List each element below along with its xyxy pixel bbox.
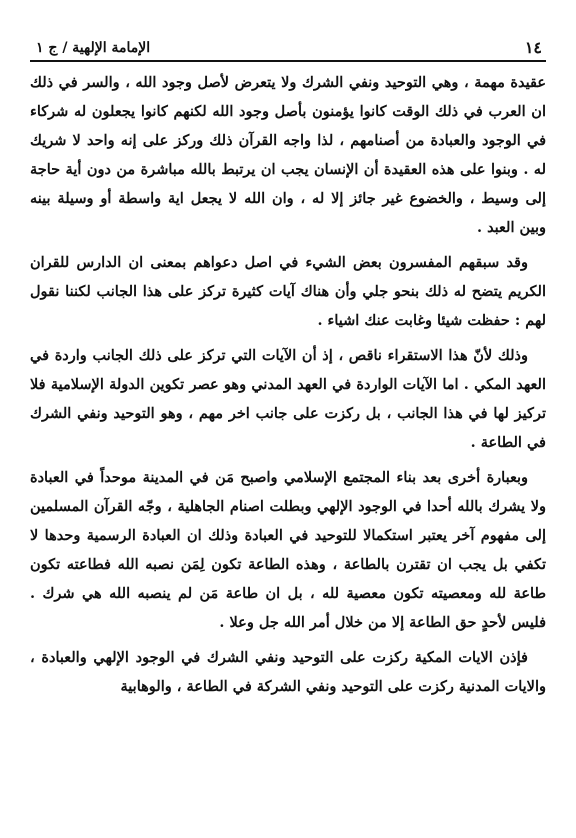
book-page bbox=[30, 28, 546, 707]
paragraph: وبعبارة أخرى بعد بناء المجتمع الإسلامي واصبح مَن في المدينة موحداً في العبادة ولا يشرك بالله أحدا في الوجود الإلهي وبطلت اصنام الجاهلية ، وجّه القرآن المسلمين إلى مفهوم آخر يعتبر استكمالا للتوحيد في العبادة وذلك ان العبادة الرسمية وحدها لا تكفي بل يجب ان تقترن بالطاعة ، وهذه الطاعة تكون لِمَن نصبه الله فطاعته تكون طاعة لله ومعصيته تكون معصية لله ، بل ان طاعة مَن لم ينصبه الله هي شرك . فليس لأحدٍ حق الطاعة إلا من خلال أمر الله جل وعلا . bbox=[30, 469, 546, 631]
paragraph: عقيدة مهمة ، وهي التوحيد ونفي الشرك ولا يتعرض لأصل وجود الله ، والسر في ذلك ان العرب في ذلك الوقت كانوا يؤمنون بأصل وجود الله لكنهم كانوا يجعلون له شركاء في الوجود والعبادة من أصنامهم ، لذا واجه القرآن ذلك وركز على إنه واحد لا شريك له . وبنوا على هذه العقيدة أن الإنسان يجب ان يرتبط بالله مباشرة من دون أية حاجة إلى وسيط ، والخضوع غير جائز إلا له ، وان الله لا يجعل اية واسطة أو وسيلة بينه وبين العبد . bbox=[30, 74, 546, 236]
paragraph: فإذن الايات المكية ركزت على التوحيد ونفي الشرك في الوجود الإلهي والعبادة ، والايات المدنية ركزت على التوحيد ونفي الشركة في الطاعة ، والوهابية bbox=[30, 649, 546, 695]
page-number: ١٤ bbox=[524, 38, 542, 57]
paragraph: وقد سبقهم المفسرون بعض الشيء في اصل دعواهم بمعنى ان الدارس للقران الكريم يتضح له ذلك بنحو جلي وأن هناك آيات كثيرة تركز على هذا الجانب لكننا نقول لهم : حفظت شيئا وغابت عنك اشياء . bbox=[30, 254, 546, 329]
paragraph: وذلك لأنّ هذا الاستقراء ناقص ، إذ أن الآيات التي تركز على ذلك الجانب واردة في العهد المكي . اما الآيات الواردة في العهد المدني وهو عصر تكوين الدولة الإسلامية فلا تركيز لها في هذا الجانب ، بل ركزت على جانب اخر مهم ، وهو التوحيد ونفي الشرك في الطاعة . bbox=[30, 347, 546, 451]
body-text bbox=[30, 68, 546, 701]
running-title: الإمامة الإلهية / ج ١ bbox=[36, 40, 151, 56]
header-rule bbox=[30, 60, 546, 62]
page-header bbox=[30, 28, 546, 58]
